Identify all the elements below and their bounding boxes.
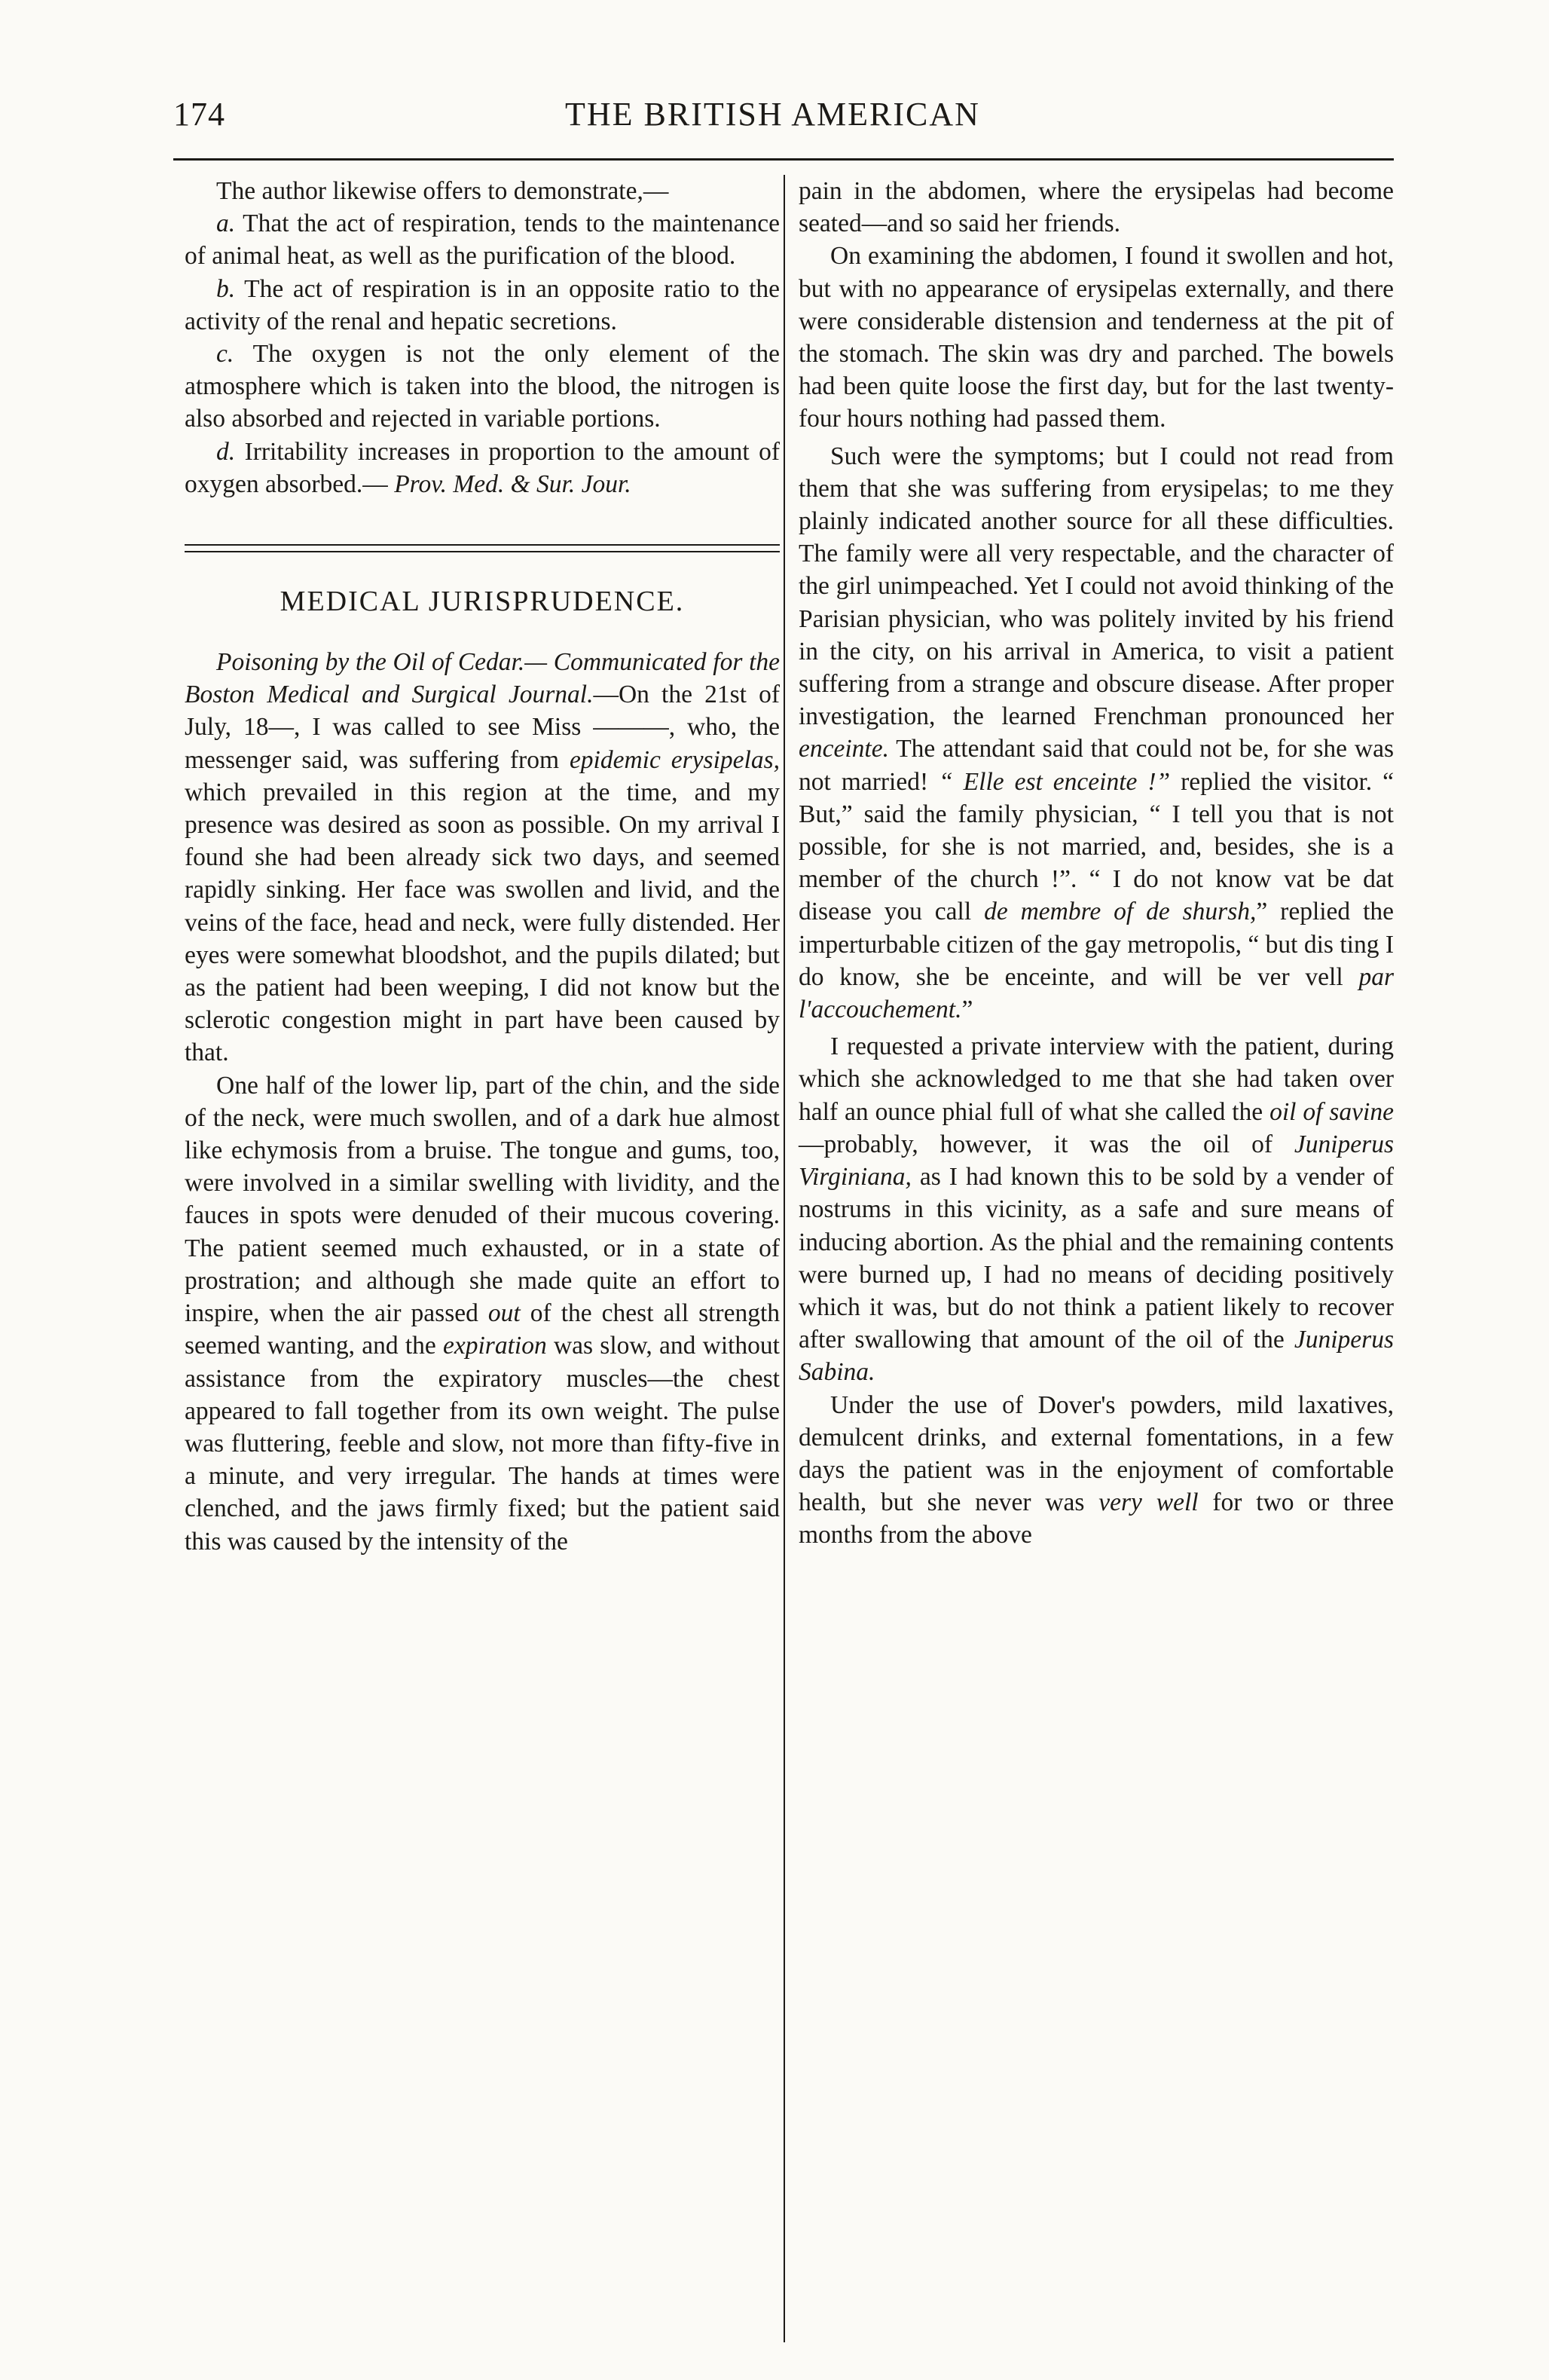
- article-text: Such were the symptoms; but I could not read from them that she was suffering from erysipelas; to me they plainly indicated another source for all these difficulties. The family were all very respectable, and the character of the girl unimpeached. Yet I could not avoid thinking of the Parisian physician, who was politely invited by his friend in the city, on his arrival in America, to visit a patient suffering from a strange and obscure disease. After proper investigation, the learned Frenchman pronounced her: [799, 442, 1394, 731]
- emphasis: very well: [1098, 1488, 1199, 1517]
- continued-paragraph: pain in the abdomen, where the erysipelas had become seated—and so said her friends.: [799, 177, 1394, 238]
- section-title: MEDICAL JURISPRUDENCE.: [280, 586, 685, 618]
- article-text: as I had known this to be sold by a vender of nostrums in this vicinity, as a safe and sure means of inducing abortion. As the phial and the remaining contents were burned up, I had no means of deciding positively which it was, but do not think a patient likely to recover after swallowing that amount of the oil of the: [799, 1163, 1394, 1354]
- article-text: was slow, and without assistance from the expiratory muscles—the chest appeared to fall together from its own weight. The pulse was fluttering, feeble and slow, not more than fifty-five in a minute, and very irregular. The hands at times were clenched, and the jaws firmly fixed; but the patient said this was caused by the intensity of the: [185, 1332, 780, 1556]
- item-label: a.: [216, 210, 236, 238]
- emphasis: Juniperus Virginiana,: [799, 1130, 1394, 1192]
- section-divider: [185, 544, 780, 552]
- article-paragraph: [799, 1389, 1394, 1552]
- item-label: b.: [216, 274, 236, 303]
- left-column: [185, 175, 780, 2350]
- citation: Prov. Med. & Sur. Jour.: [394, 470, 631, 498]
- article-title: Poisoning by the Oil of Cedar.— Communicated for the Boston Medical and Surgical Journal.: [185, 648, 780, 709]
- article-text: of the chest all strength seemed wanting, and the: [185, 1299, 781, 1360]
- article-text: I requested a private interview with the patient, during which she acknowledged to me that she had taken over half an ounce phial full of what she called the: [799, 1032, 1394, 1126]
- article-text: ” replied the imperturbable citizen of the gay metropolis, “ but dis ting I do know, she be enceinte, and will be ver vell: [799, 898, 1395, 991]
- intro-paragraph: The author likewise offers to demonstrate,—: [216, 177, 669, 205]
- article-paragraph: [799, 440, 1394, 1026]
- article-text: replied the visitor. “ But,” said the family physician, “ I tell you that is not possible, for she is not married, and, besides, she is a member of the church !”. “ I do not know vat be dat disease you call: [799, 767, 1394, 926]
- list-item: [185, 338, 780, 436]
- item-text: The act of respiration is in an opposite ratio to the activity of the renal and hepatic secretions.: [185, 274, 780, 335]
- emphasis: epidemic erysipelas,: [569, 745, 780, 774]
- article-paragraph: [185, 1069, 780, 1558]
- item-label: c.: [216, 340, 234, 369]
- article-paragraph: [185, 646, 780, 1069]
- article-paragraph: On examining the abdomen, I found it swollen and hot, but with no appearance of erysipelas externally, and there were considerable distension and tenderness at the pit of the stomach. The skin was dry and parched. The bowels had been quite loose the first day, but for the last twenty-four hours nothing had passed them.: [799, 242, 1394, 433]
- emphasis: de membre of de shursh,: [984, 898, 1257, 926]
- emphasis: Juniperus Sabina.: [799, 1326, 1394, 1387]
- item-label: d.: [216, 437, 236, 466]
- page-number: 174: [173, 96, 225, 133]
- emphasis: oil of savine: [1269, 1097, 1394, 1126]
- list-item: [185, 207, 780, 272]
- article-text: One half of the lower lip, part of the chin, and the side of the neck, were much swollen, and of a dark hue almost like echymosis from a bruise. The tongue and gums, too, were involved in a similar swelling with lividity, and the fauces in spots were denuded of their mucous covering. The patient seemed much exhausted, or in a state of prostration; and although she made quite an effort to inspire, when the air passed: [185, 1071, 780, 1328]
- running-head: [173, 89, 1424, 149]
- item-text: That the act of respiration, tends to the maintenance of animal heat, as well as the purification of the blood.: [185, 210, 780, 271]
- article-text: which prevailed in this region at the time, and my presence was desired as soon as possible. On my arrival I found she had been already sick two days, and seemed rapidly sinking. Her face was swollen and livid, and the veins of the face, head and neck, were fully distended. Her eyes were somewhat bloodshot, and the pupils dilated; but as the patient had been weeping, I did not know but the sclerotic congestion might in part have been caused by that.: [185, 778, 780, 1067]
- article-text: —On the 21st of July, 18—, I was called to see Miss ———, who, the messenger said, was suffering from: [185, 681, 780, 774]
- article-text: —probably, however, it was the oil of: [799, 1130, 1294, 1158]
- list-item: [185, 273, 780, 338]
- emphasis: par l'accouchement.: [799, 962, 1394, 1024]
- header-rule: [173, 158, 1394, 161]
- column-divider: [784, 175, 785, 2342]
- journal-title: THE BRITISH AMERICAN: [565, 96, 980, 133]
- article-text: The attendant said that could not be, for she was not married!: [799, 735, 1394, 796]
- list-item: [185, 436, 780, 500]
- emphasis: enceinte.: [799, 735, 889, 763]
- emphasis: out: [487, 1299, 521, 1328]
- emphasis: expiration: [443, 1332, 547, 1360]
- right-column: [799, 175, 1394, 2350]
- article-text: for two or three months from the above: [799, 1488, 1394, 1549]
- item-text: Irritability increases in proportion to the amount of oxygen absorbed.—: [185, 437, 780, 498]
- article-paragraph: [799, 1030, 1394, 1388]
- article-text: Under the use of Dover's powders, mild laxatives, demulcent drinks, and external fomentations, in a few days the patient was in the enjoyment of comfortable health, but she never was: [799, 1390, 1394, 1517]
- item-text: The oxygen is not the only element of the atmosphere which is taken into the blood, the nitrogen is also absorbed and rejected in variable portions.: [185, 340, 780, 433]
- article-text: ”: [961, 996, 973, 1024]
- emphasis: “ Elle est enceinte !”: [939, 767, 1171, 796]
